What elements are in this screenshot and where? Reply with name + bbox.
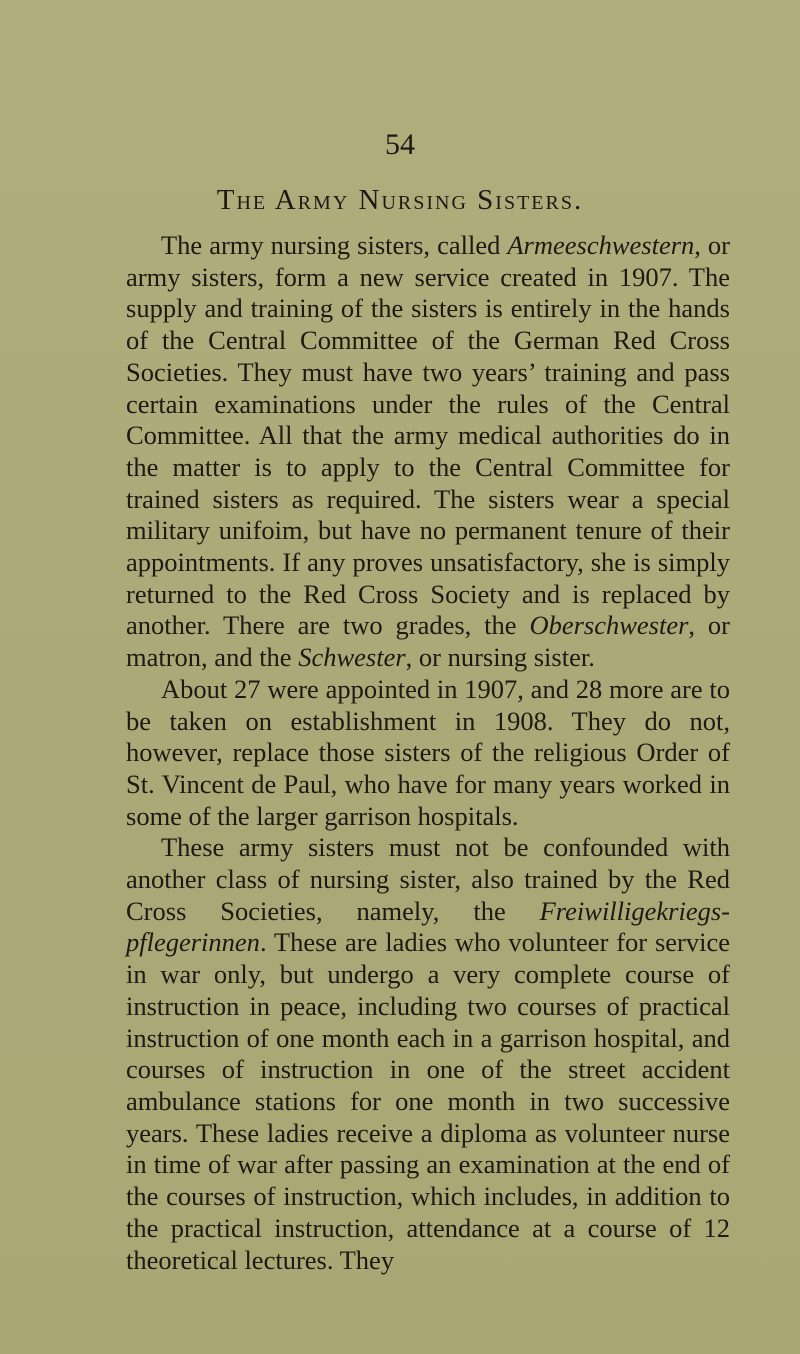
italic-term: Schwester xyxy=(298,642,406,673)
section-heading: The Army Nursing Sisters. xyxy=(216,184,584,216)
text-span: These army sisters must not be confounded with another class of nursing sister, also trained by the Red Cross Societies, namely, the xyxy=(126,832,730,926)
text-span: . These are ladies who volunteer for service in war only, but undergo a very complete course of instruction in peace, including two courses of practical instruction of one month each in a garrison hospital, and courses of instruction in one of the street accident ambulance stations for one month in two successive years. These ladies receive a diploma as volunteer nurse in time of war after passing an examination at the end of the courses of instruction, which includes, in addition to the practical instruction, attendance at a course of 12 theoretical lectures. They xyxy=(126,927,730,1275)
text-span: , or nursing sister. xyxy=(405,642,595,673)
italic-term: Armeeschwestern xyxy=(507,230,695,260)
text-span: , or army sisters, form a new service created in 1907. The supply and training of the sisters is entirely in the hands of the Central Committee of the German Red Cross Societies. They must have two years’ training and pass certain examinations under the rules of the Central Committee. All that the army medical authorities do in the matter is to apply to the Central Committee for trained sisters as required. The sisters wear a special military unifoim, but have no permanent tenure of their appointments. If any proves unsatisfactory, she is simply returned to the Red Cross Society and is replaced by another. There are two grades, the xyxy=(126,230,730,641)
paragraph-3 xyxy=(126,832,730,1276)
page-number: 54 xyxy=(385,128,415,161)
text-span: About 27 were appointed in 1907, and 28 more are to be taken on establishment in 1908. They do not, however, replace those sisters of the religious Order of St. Vincent de Paul, who have for many years worked in some of the larger garrison hospitals. xyxy=(126,673,730,831)
paragraph-1 xyxy=(126,230,730,674)
paragraph-2 xyxy=(126,674,730,833)
italic-term: Oberschwester xyxy=(529,610,689,641)
text-span: The army nursing sisters, called xyxy=(161,230,508,260)
body-text xyxy=(126,230,730,1276)
italic-term: Freiwilligekriegs-pflegerinnen xyxy=(126,895,730,958)
text-span: , or matron, and the xyxy=(126,610,730,673)
